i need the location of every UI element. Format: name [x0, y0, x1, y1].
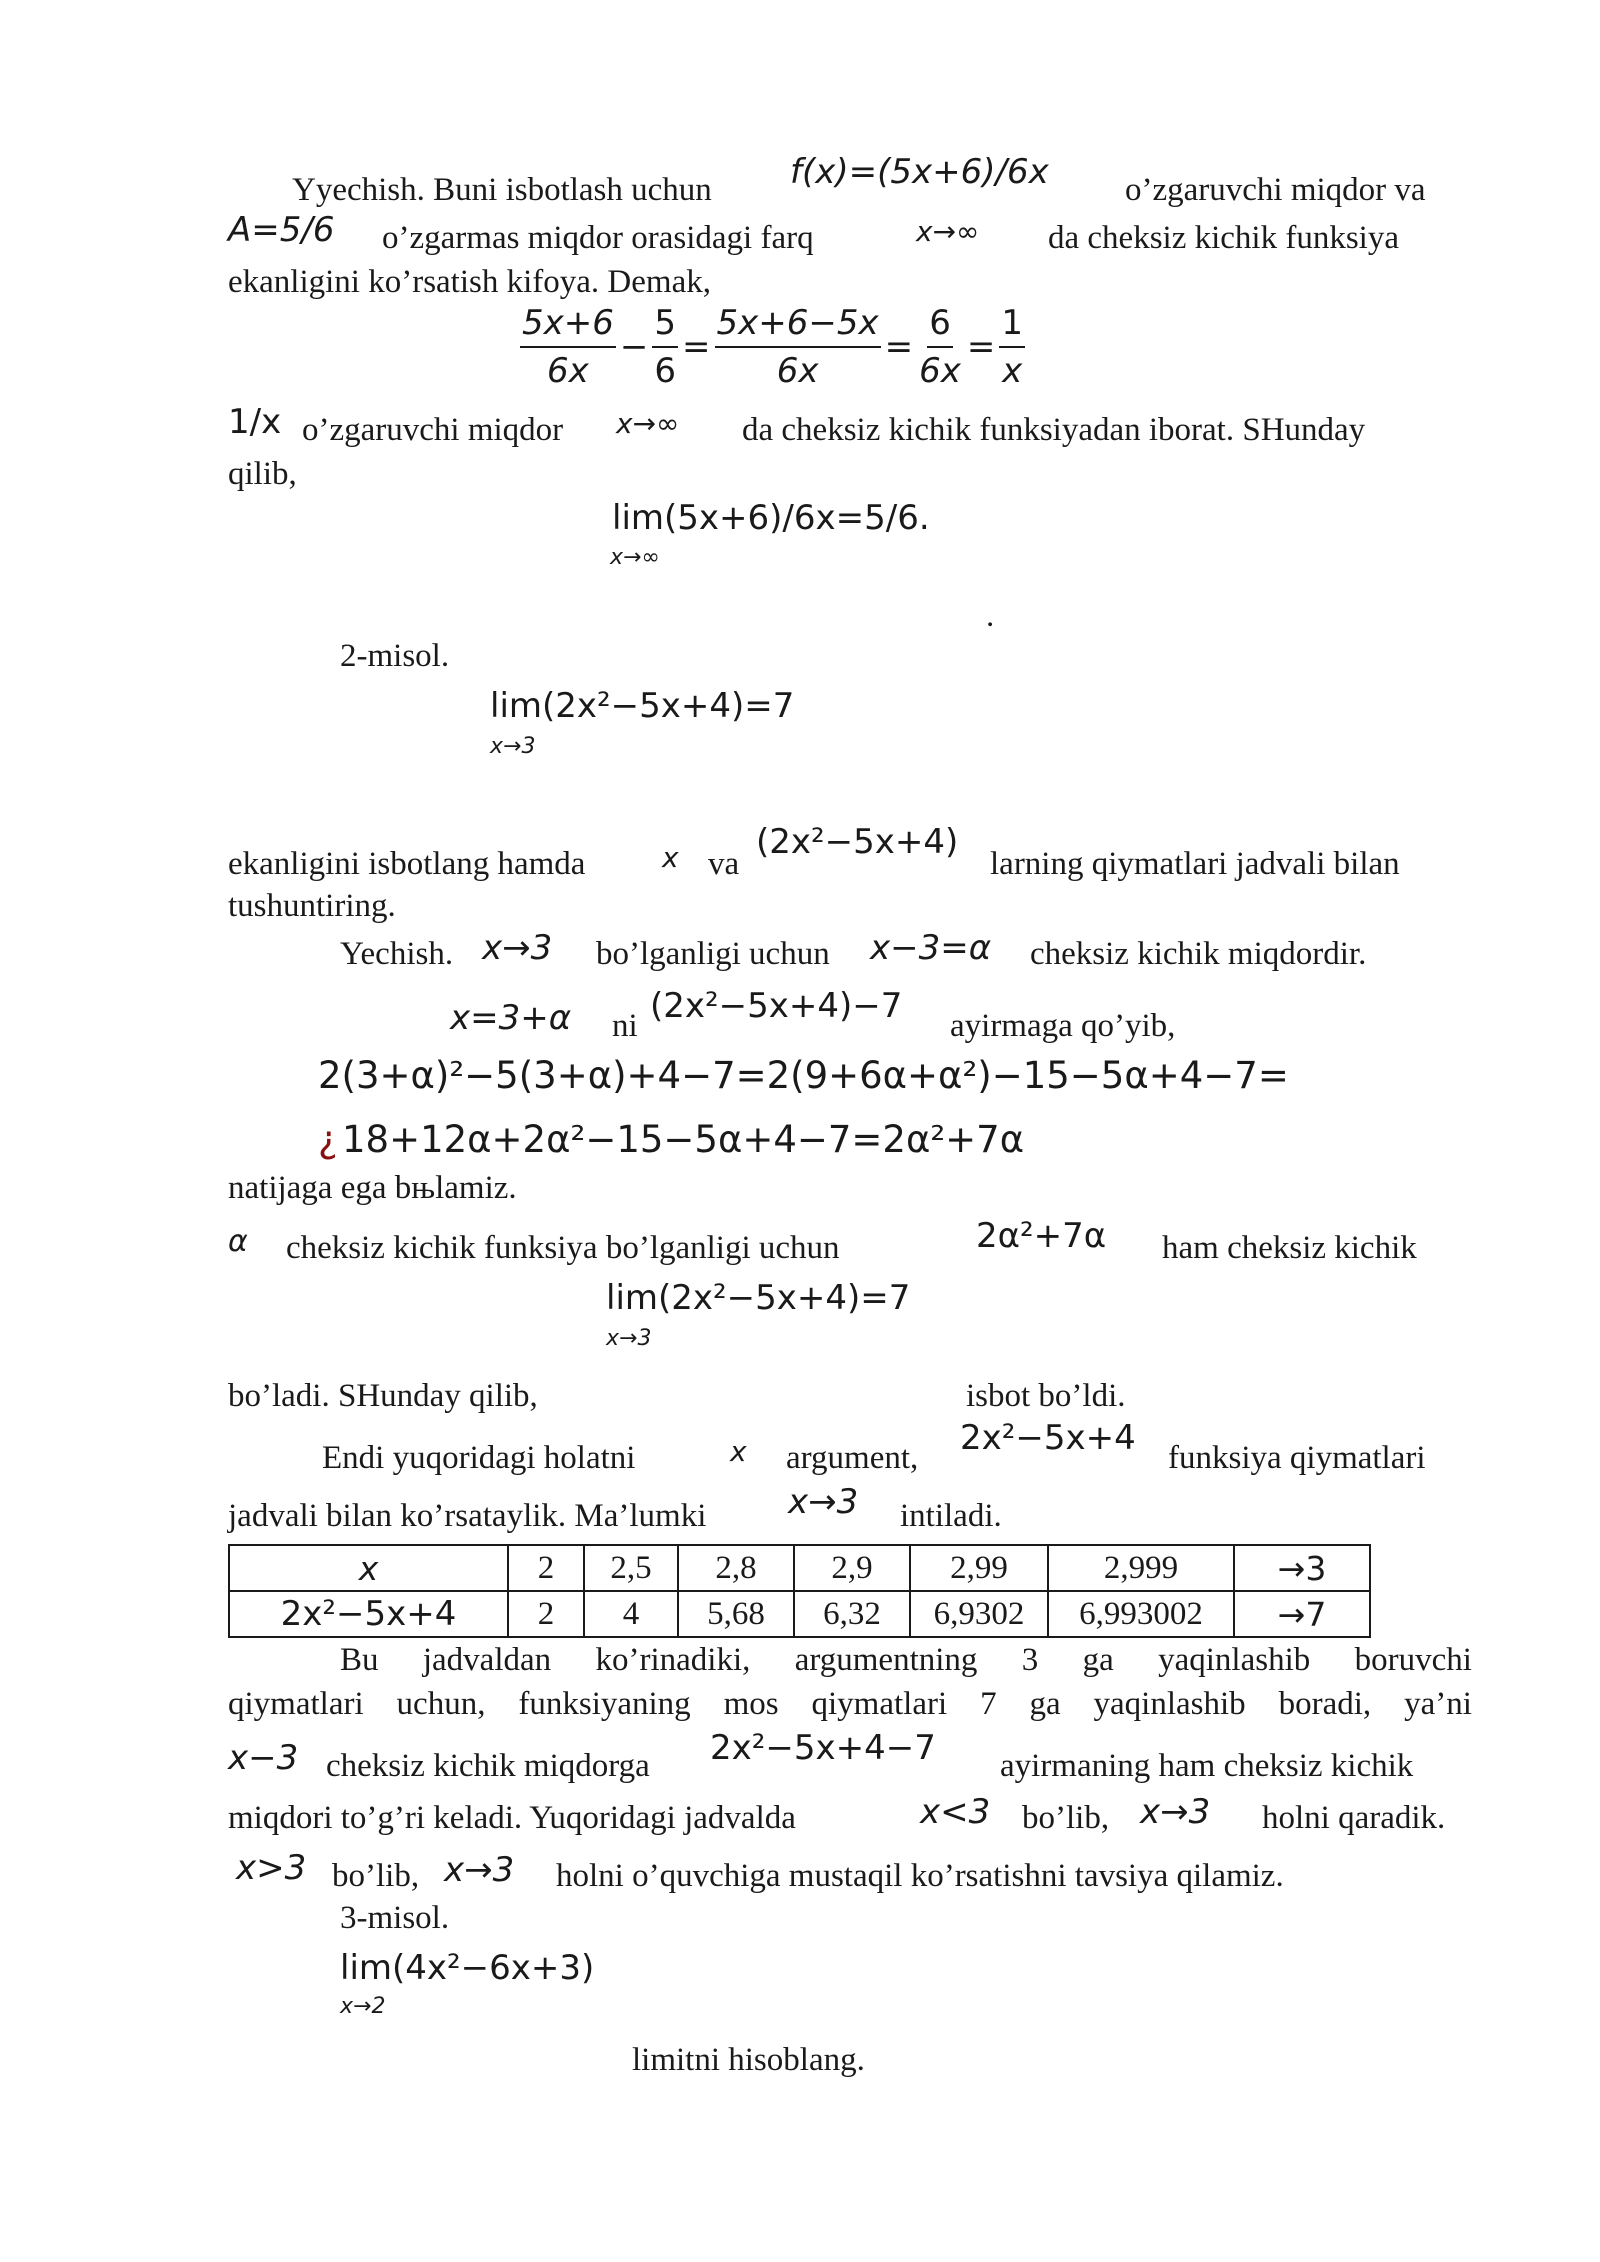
table-cell: 2,9	[794, 1545, 910, 1591]
text: va	[708, 846, 740, 882]
text: cheksiz kichik miqdordir.	[1030, 936, 1367, 972]
table-cell: 5,68	[678, 1591, 794, 1637]
table-cell: 6,9302	[910, 1591, 1048, 1637]
text: o’zgarmas miqdor orasidagi farq	[382, 220, 814, 256]
formula: 1/x	[228, 402, 282, 442]
table-cell: x	[229, 1545, 508, 1591]
table-row	[229, 1591, 1370, 1637]
text: ayirmaning ham cheksiz kichik	[1000, 1748, 1414, 1784]
formula: α	[228, 1224, 248, 1259]
word: ga	[1029, 1686, 1061, 1722]
formula: x	[730, 1435, 747, 1468]
word: 3	[1021, 1642, 1039, 1678]
table-cell: 2x²−5x+4	[229, 1591, 508, 1637]
limit-subscript: x→∞	[610, 545, 660, 570]
text: o’zgaruvchi miqdor	[302, 412, 564, 448]
text: da cheksiz kichik funksiyadan iborat. SHunday	[742, 412, 1366, 448]
operator: −	[619, 327, 649, 367]
limit-subscript: x→2	[340, 1994, 386, 2019]
formula: 2x²−5x+4−7	[710, 1728, 936, 1768]
numerator: 5	[652, 300, 678, 348]
text: larning qiymatlari jadvali bilan	[990, 846, 1400, 882]
text: cheksiz kichik miqdorga	[326, 1748, 650, 1784]
formula: (2x²−5x+4)	[756, 822, 959, 862]
formula: (2x²−5x+4)−7	[650, 986, 903, 1026]
limit-subscript: x→3	[490, 734, 536, 759]
formula: x>3	[236, 1848, 307, 1888]
denominator: 6x	[919, 351, 961, 391]
word: jadvaldan	[422, 1642, 552, 1678]
word: boruvchi	[1354, 1642, 1472, 1678]
word: ko’rinadiki,	[595, 1642, 751, 1678]
table-cell: 2,999	[1048, 1545, 1234, 1591]
table-cell: 2,5	[584, 1545, 678, 1591]
justified-line	[340, 1640, 1472, 1680]
equation-line: 2(3+α)²−5(3+α)+4−7=2(9+6α+α²)−15−5α+4−7=	[318, 1054, 1289, 1097]
word: yaqinlashib	[1093, 1686, 1246, 1722]
word: Bu	[340, 1642, 379, 1678]
text: ekanligini isbotlang hamda	[228, 846, 586, 882]
formula: x<3	[920, 1792, 991, 1832]
text: jadvali bilan ko’rsataylik. Ma’lumki	[228, 1498, 707, 1534]
operator: =	[884, 327, 914, 367]
text: miqdori to’g’ri keladi. Yuqoridagi jadvalda	[228, 1800, 796, 1836]
text: bo’lib,	[1022, 1800, 1110, 1836]
denominator: 6x	[776, 351, 819, 391]
text: ekanligini ko’rsatish kifoya. Demak,	[228, 264, 711, 300]
text: Yechish.	[340, 936, 454, 972]
table-row	[229, 1545, 1370, 1591]
numerator: 6	[927, 300, 953, 348]
word: argumentning	[794, 1642, 978, 1678]
text: ayirmaga qo’yib,	[950, 1008, 1176, 1044]
text: qilib,	[228, 456, 297, 492]
operator: =	[966, 327, 996, 367]
limit-formula: lim(2x²−5x+4)=7	[490, 686, 795, 726]
formula: x→∞	[916, 215, 980, 248]
word: boradi,	[1278, 1686, 1372, 1722]
word: qiymatlari	[228, 1686, 364, 1722]
text: ham cheksiz kichik	[1162, 1230, 1417, 1266]
denominator: x	[1002, 351, 1023, 391]
example-label: 3-misol.	[340, 1900, 450, 1936]
table-cell: →7	[1234, 1591, 1370, 1637]
text: argument,	[786, 1440, 919, 1476]
limit-formula: lim(4x²−6x+3)	[340, 1948, 595, 1988]
numerator: 5x+6−5x	[715, 300, 881, 348]
example-label: 2-misol.	[340, 638, 450, 674]
formula: f(x)=(5x+6)/6x	[790, 152, 1049, 192]
values-table	[228, 1544, 1371, 1638]
formula: x→3	[444, 1850, 515, 1890]
table-cell: 2,99	[910, 1545, 1048, 1591]
word: ya’ni	[1404, 1686, 1472, 1722]
text: isbot bo’ldi.	[966, 1378, 1126, 1414]
formula: A=5/6	[228, 210, 335, 250]
table-cell: 2	[508, 1545, 584, 1591]
limit-subscript: x→3	[606, 1326, 652, 1351]
text: holni qaradik.	[1262, 1800, 1446, 1836]
table-cell: →3	[1234, 1545, 1370, 1591]
table-cell: 6,32	[794, 1591, 910, 1637]
formula: x→3	[788, 1482, 859, 1522]
numerator: 1	[999, 300, 1025, 348]
formula: x=3+α	[450, 998, 572, 1038]
text: intiladi.	[900, 1498, 1002, 1534]
text: funksiya qiymatlari	[1168, 1440, 1426, 1476]
text: Yyechish. Buni isbotlash uchun	[292, 172, 712, 208]
limit-formula: lim(5x+6)/6x=5/6.	[612, 498, 930, 538]
word: 7	[980, 1686, 997, 1722]
table-cell: 4	[584, 1591, 678, 1637]
equation-mark: ¿	[318, 1118, 338, 1161]
text: ni	[612, 1008, 638, 1044]
text: cheksiz kichik funksiya bo’lganligi uchun	[286, 1230, 840, 1266]
fraction-equation	[520, 300, 1025, 394]
formula: x→3	[482, 928, 553, 968]
word: mos	[723, 1686, 779, 1722]
text: o’zgaruvchi miqdor va	[1125, 172, 1426, 208]
text: Endi yuqoridagi holatni	[322, 1440, 636, 1476]
justified-line	[228, 1684, 1472, 1724]
word: qiymatlari	[811, 1686, 948, 1722]
text: bo’lib,	[332, 1858, 420, 1894]
table-cell: 6,993002	[1048, 1591, 1234, 1637]
table-cell: 2,8	[678, 1545, 794, 1591]
formula: x→3	[1140, 1792, 1211, 1832]
word: uchun,	[396, 1686, 486, 1722]
denominator: 6x	[547, 351, 589, 391]
text: bo’lganligi uchun	[596, 936, 830, 972]
text: limitni hisoblang.	[632, 2042, 865, 2078]
word: funksiyaning	[518, 1686, 691, 1722]
text: holni o’quvchiga mustaqil ko’rsatishni tavsiya qilamiz.	[556, 1858, 1284, 1894]
equation-line: 18+12α+2α²−15−5α+4−7=2α²+7α	[342, 1118, 1025, 1161]
formula: 2α²+7α	[976, 1216, 1107, 1256]
word: yaqinlashib	[1158, 1642, 1311, 1678]
numerator: 5x+6	[520, 300, 616, 348]
text: .	[986, 598, 995, 634]
formula: x	[662, 841, 679, 874]
text: bo’ladi. SHunday qilib,	[228, 1378, 538, 1414]
operator: =	[682, 327, 711, 367]
text: da cheksiz kichik funksiya	[1048, 220, 1399, 256]
formula: x−3	[228, 1738, 299, 1778]
formula: x−3=α	[870, 928, 992, 968]
limit-formula: lim(2x²−5x+4)=7	[606, 1278, 911, 1318]
text: tushuntiring.	[228, 888, 396, 924]
table-cell: 2	[508, 1591, 584, 1637]
word: ga	[1082, 1642, 1114, 1678]
text: natijaga ega bњlamiz.	[228, 1170, 517, 1206]
denominator: 6	[654, 351, 677, 391]
formula: x→∞	[616, 407, 680, 440]
formula: 2x²−5x+4	[960, 1418, 1136, 1458]
